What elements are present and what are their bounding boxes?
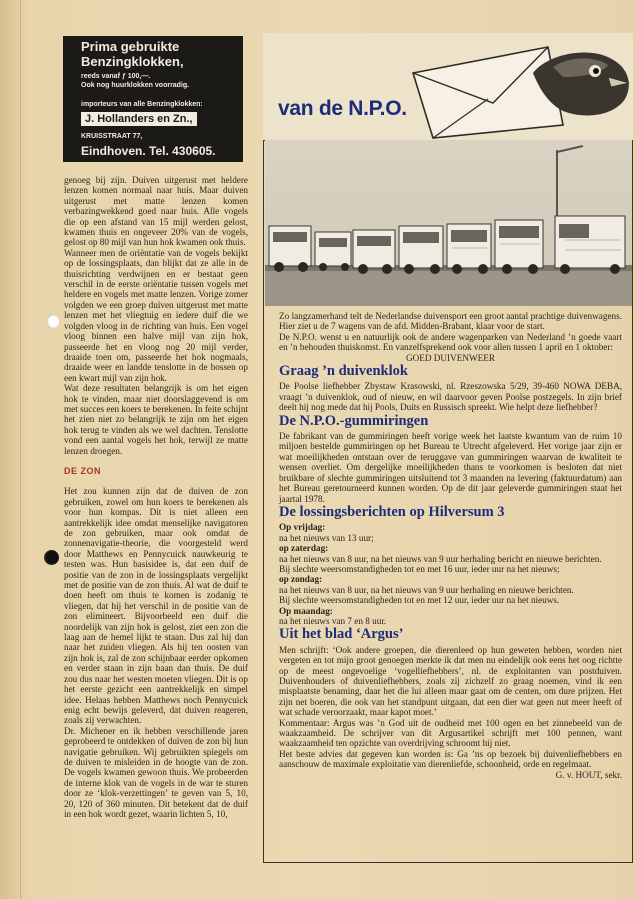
duivenklok-text: De Poolse liefhebber Zbystaw Krasowski, nl. Rzeszowska 5/29, 39-460 NOWA DEBA, vraagt ’n duivenklok, oud of nieuw, en wil daarvoor geven Poolse postzegels. In zijn brief deelt hij nog mede dat hij Pools, Duits en Russisch spreekt. Wie helpt deze liefhebber? [279, 381, 622, 413]
ad-price [81, 72, 246, 90]
duivenwagens-photo [265, 140, 632, 306]
left-paragraph-3: Wat deze resultaten belangrijk is om het eigen hok te vinden, maar niet doorslaggevend is om met succes een koers te berekenen. In feite schijnt het zien niet zo belangrijk te zijn om het eigen hok terug te vinden als we wel dachten. Tenslotte vond een aantal vogels het hok, terwijl ze matte lenzen droegen. [64, 383, 248, 456]
ad-importer: importeurs van alle Benzingklokken: [81, 101, 203, 108]
npo-header-band [263, 33, 633, 141]
monday-text: na het nieuws van 7 en 8 uur. [279, 615, 387, 626]
ad-price-line2: Ook nog huurklokken voorradig. [81, 82, 190, 89]
punch-hole-bottom [44, 550, 59, 565]
sunday-bad-weather: Bij slechte weersomstandigheden tot en met 12 uur, ieder uur na het nieuws. [279, 595, 560, 606]
npo-logo-title: van de N.P.O. [278, 97, 407, 120]
monday-label: Op maandag: [279, 605, 333, 616]
saturday-bad-weather: Bij slechte weersomstandigheden tot en met 16 uur, ieder uur na het nieuws; [279, 563, 560, 574]
left-paragraph-4: Het zou kunnen zijn dat de duiven de zon gebruiken, zowel om hun koers te berekenen als voor hun kompas. Dit is niet alleen een aantrekkelijk idee omdat menselijke navigatoren de zon gebruiken, maar ook omdat de zonnenavigatie-theorie, die voorgesteld werd door Matthews en Pennycuick nauwkeurig te testen was. Hun basisidee is, dat een duif de positie van de zon in de lossingsplaats vergelijkt met de positie van de zon thuis. Al wat de duif te doen heeft om thuis te komen is zodanig te vliegen, dat hij het verschil in de positie van de zon elimineert. Bijvoorbeeld een duif die noordelijk van zijn hok is gelost, ziet een zon die laag aan de hemel lijkt te staan. Dus zal hij dan naar het zuiden vliegen. Als hij ten oosten van zijn hok is, zal de zon schijnbaar eerder opkomen en verder staan in zijn baan dan thuis. De duif zou dus naar het westen moeten vliegen. Dit is op het eerste gezicht een aantrekkelijk en simpel idee. Helaas hebben Matthews noch Pennycuick enig echt bewijs geleverd, dat duiven reageren, zoals zij verwachten. [64, 486, 248, 726]
heading-lossingsberichten: De lossingsberichten op Hilversum 3 [279, 503, 505, 520]
ad-price-line1: reeds vanaf ƒ 100,—. [81, 73, 151, 80]
sunday-text: na het nieuws van 8 uur, na het nieuws van 9 uur herhaling en nieuwe berichten. [279, 584, 574, 595]
left-paragraph-5: Dr. Michener en ik hebben verschillende jaren geprobeerd te ontdekken of duiven de zon bij hun navigatie gebruiken. Wij gebruikten spiegels om de duiven te misleiden in de hoogte van de zon. De vogels kwamen gewoon thuis. We probeerden de interne klok van de vogels in de war te sturen door ze ‘klok-verzettingen’ te geven van 5, 10, 20, 120 of 360 minuten. Dit betekent dat de duif in een hok wordt gezet, waarin lichten 5, 10, [64, 725, 248, 819]
ad-title: Prima gebruikte Benzingklokken, [81, 39, 184, 69]
heading-argus: Uit het blad ‘Argus’ [279, 626, 404, 643]
envelope-bird-icon [263, 33, 633, 141]
wish-text: De N.P.O. wenst u en natuurlijk ook de andere wagenparken van Nederland ’n goede vaart en ’n behouden thuiskomst. En vanzelfsprekend ook voor allen tussen 1 april en 1 oktober: [279, 331, 622, 353]
heading-gummiringen: De N.P.O.-gummiringen [279, 412, 429, 429]
ad-city-phone: Eindhoven. Tel. 430605. [81, 144, 216, 158]
left-paragraph-2: Wanneer men de oriëntatie van de vogels bekijkt op de lossingsplaats, dan blijkt dat ze alle in de thuisrichting verdwijnen en er bestaat geen verschil in de eerste oriëntatie tussen vogels met heldere en vogels met matte lenzen. Vorige zomer volgden we een groep duiven uitgerust met matte lenzen met het vliegtuig en iedere duif die we volgden vloog in de richting van huis. Een vogel vloog binnen een halve mijl van zijn hok, passeerde het en vloog nog 20 mijl verder, draaide toen om, passeerde het hok nogmaals, draaide weer en landde tenslotte in de bossen op een kwart mijl van zijn hok. [64, 247, 248, 383]
friday-text: na het nieuws van 13 uur; [279, 532, 374, 543]
argus-commentary: Kommentaar: Argus was ’n God uit de oudheid met 100 ogen en het zinnebeeld van de waakzaamheid. De schrijver van dit Argusartikel schrijft met 100 pennen, want waakzaamheid ten opzichte van overdrijving schroomt hij niet. [279, 717, 622, 749]
heading-duivenklok: Graag ’n duivenklok [279, 363, 408, 380]
ad-street: KRUISSTRAAT 77, [81, 133, 143, 140]
right-article-column [279, 311, 622, 780]
gummiringen-text: De fabrikant van de gummiringen heeft vorige week het laatste kwantum van de ruim 10 miljoen bestelde gummiringen op het Bureau te Utrecht afgeleverd. Het vorige jaar zijn er wat moeilijkheden ontstaan over de teruggave van gummiringen waarvan de kwaliteit te wensen overliet. Om dergelijke moeilijkheden thans te voorkomen is besloten dat niet bruikbare of slechte gummiringen uitsluitend tot 3 maanden na levering (faktuurdatum) aan het Bureau geretourneerd kunnen worden. Op de dit jaar geleverde gummiringen staat het jaartal 1978. [279, 431, 622, 504]
left-article-column [64, 175, 248, 819]
left-paragraph-1: genoeg bij zijn. Duiven uitgerust met heldere lenzen komen normaal naar huis. Maar duiven uitgerust met matte lenzen komen verbazingwekkend goed naar huis. Alle vogels die op een afstand van 15 mijl werden gelost, kwamen thuis en ongeveer 20% van de vogels, gelost op 80 mijl van hun hok kwamen ook thuis. [64, 175, 248, 248]
photo-caption: Zo langzamerhand telt de Nederlandse duivensport een groot aantal prachtige duivenwagens. Hier ziet u de 7 wagens van de afd. Midden-Brabant, klaar voor de start. [279, 311, 622, 332]
signature: G. v. HOUT, sekr. [555, 769, 622, 780]
ad-company: J. Hollanders en Zn., [81, 112, 197, 126]
section-heading-de-zon: DE ZON [64, 465, 102, 476]
trucks-photo-illustration [265, 140, 632, 306]
goed-duivenweer: GOED DUIVENWEER [405, 352, 496, 363]
saturday-text: na het nieuws van 8 uur, na het nieuws van 9 uur herhaling bericht en nieuwe berichten. [279, 553, 602, 564]
punch-hole-top [46, 314, 59, 329]
saturday-label: op zaterdag: [279, 543, 329, 554]
sunday-label: op zondag: [279, 574, 323, 585]
argus-quote: Men schrijft: ‘Ook andere groepen, die dierenleed op hun geweten hebben, worden niet vergeten en tot mijn groot genoegen merkte ik dat men nu eindelijk ook eens het oog richtte op de meest ongevoelige ‘vogelliefhebbers’, nl. de exploitanten van postduiven. Duivenhouders of duivenliefhebbers, zoals zij zichzelf zo graag noemen, vind ik een misplaatste benaming, daar het die lui alleen maar gaat om de centen, om dure prijzen. Het zijn net boeren, die ook van het standpunt uitgaan, dat een dier wat geen nut meer heeft of wat schade veroorzaakt, maar kapot moet.’ [279, 644, 622, 718]
benzingklok-advertisement [63, 36, 243, 162]
argus-advice: Het beste advies dat gegeven kan worden is: Ga ’ns op bezoek bij duivenliefhebbers en aanschouw de maximale exploitatie van dierenliefde, schoonheid, orde en regelmaat. [279, 748, 622, 770]
friday-label: Op vrijdag: [279, 522, 326, 533]
fold-line [20, 0, 21, 899]
